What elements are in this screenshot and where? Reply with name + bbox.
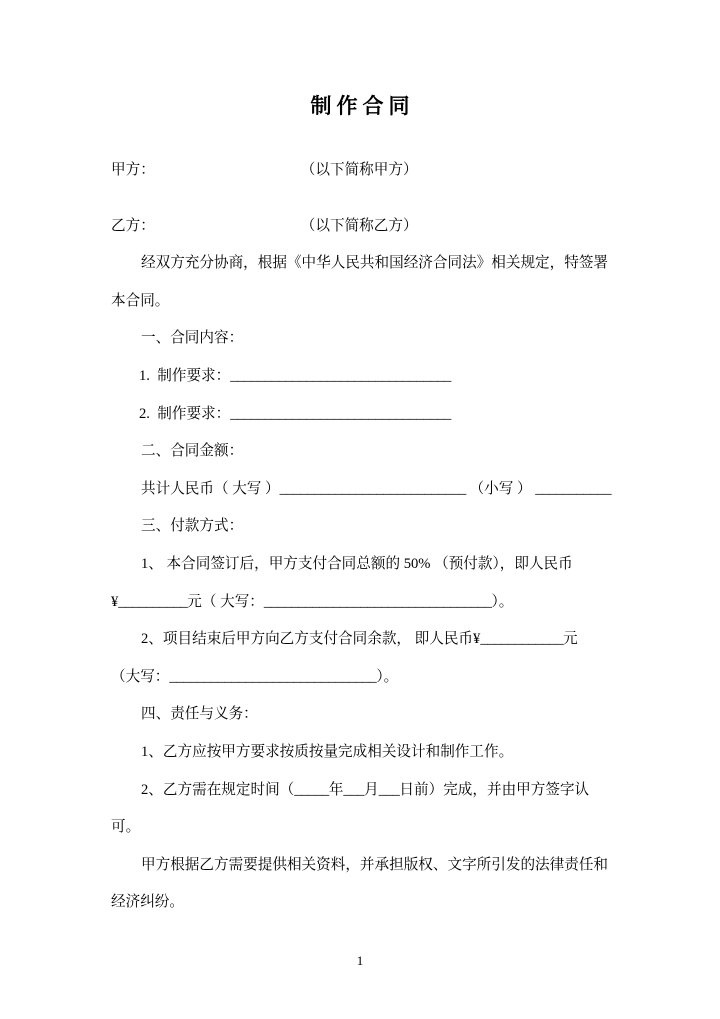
item-text-suffix: ）。 xyxy=(491,593,514,610)
currency-symbol: ¥ xyxy=(111,593,119,610)
preamble-paragraph: 经双方充分协商，根据《中华人民共和国经济合同法》相关规定，特签署本合同。 xyxy=(111,255,609,309)
party-row-spacer xyxy=(111,190,612,208)
unit-month: 月 xyxy=(364,781,379,798)
section-heading-contract-content: 一、合同内容： xyxy=(141,330,244,347)
amount-line xyxy=(111,471,612,509)
party-a-label: 甲方： xyxy=(111,162,155,178)
item-text: 本合同签订后，甲方支付合同总额的 50% （预付款），即人民币 xyxy=(162,555,573,572)
blank-balance-words[interactable]: ______________________________ xyxy=(169,668,377,685)
item-number: 2. xyxy=(139,405,150,422)
section-heading-responsibilities: 四、责任与义务： xyxy=(141,706,258,723)
section-heading-contract-amount: 二、合同金额： xyxy=(141,443,244,460)
responsibility-item-1 xyxy=(111,734,612,772)
item-text: 项目结束后甲方向乙方支付合同余款， 即人民币¥ xyxy=(162,631,481,648)
item-number: 1. xyxy=(139,367,150,384)
item-text-suffix: ）。 xyxy=(376,668,399,685)
list-item xyxy=(111,396,612,434)
blank-amount-lowercase[interactable]: ___________ xyxy=(535,480,612,497)
amount-prefix: 共计人民币（ 大写 ） xyxy=(141,480,280,497)
item-number: 1、 xyxy=(141,743,163,760)
item-text-mid: 元（ 大写： xyxy=(187,593,264,610)
payment-item-2-continued xyxy=(111,659,612,697)
payment-item-1-continued xyxy=(111,584,612,622)
blank-field[interactable]: ________________________________ xyxy=(230,405,451,422)
closing-paragraph: 甲方根据乙方需要提供相关资料，并承担版权、文字所引发的法律责任和经济纠纷。 xyxy=(111,856,609,911)
item-text-prefix: （大写： xyxy=(111,668,170,685)
unit-year: 年 xyxy=(328,781,344,798)
blank-month[interactable]: ___ xyxy=(343,781,365,798)
item-number: 2、 xyxy=(141,781,163,798)
list-item xyxy=(111,358,612,396)
party-b-row xyxy=(111,208,612,246)
item-number: 2、 xyxy=(141,631,163,648)
page-title: 制作合同 xyxy=(310,94,415,118)
item-label: 制作要求： xyxy=(157,405,231,422)
party-a-note: （以下简称甲方） xyxy=(300,162,418,178)
amount-mid-label: （小写 ） xyxy=(469,480,532,497)
item-unit: 元 xyxy=(563,631,578,648)
document-body xyxy=(111,152,612,922)
responsibility-item-2 xyxy=(111,772,612,847)
item-text-prefix: 乙方需在规定时间（ xyxy=(162,781,295,798)
blank-field[interactable]: ________________________________ xyxy=(230,367,451,384)
payment-item-2 xyxy=(111,621,612,659)
party-b-note: （以下简称乙方） xyxy=(300,217,418,234)
party-b-label: 乙方： xyxy=(111,217,155,234)
payment-item-1 xyxy=(111,546,612,584)
party-a-row xyxy=(111,152,612,190)
blank-balance-amount[interactable]: ____________ xyxy=(480,631,564,648)
section-heading-payment-method: 三、付款方式： xyxy=(141,518,244,535)
item-text: 乙方应按甲方要求按质按量完成相关设计和制作工作。 xyxy=(162,743,514,760)
blank-day[interactable]: ___ xyxy=(378,781,400,798)
page-number: 1 xyxy=(356,953,364,968)
item-number: 1、 xyxy=(141,555,163,572)
blank-prepayment-words[interactable]: _________________________________ xyxy=(263,593,492,610)
blank-prepayment-amount[interactable]: __________ xyxy=(118,593,188,610)
blank-year[interactable]: _____ xyxy=(294,781,329,798)
unit-day: 日前 xyxy=(399,781,429,798)
item-text-suffix: ）完成，并由甲方签字认可。 xyxy=(111,781,590,836)
blank-amount-uppercase[interactable]: ___________________________ xyxy=(279,480,466,497)
item-label: 制作要求： xyxy=(157,367,231,384)
